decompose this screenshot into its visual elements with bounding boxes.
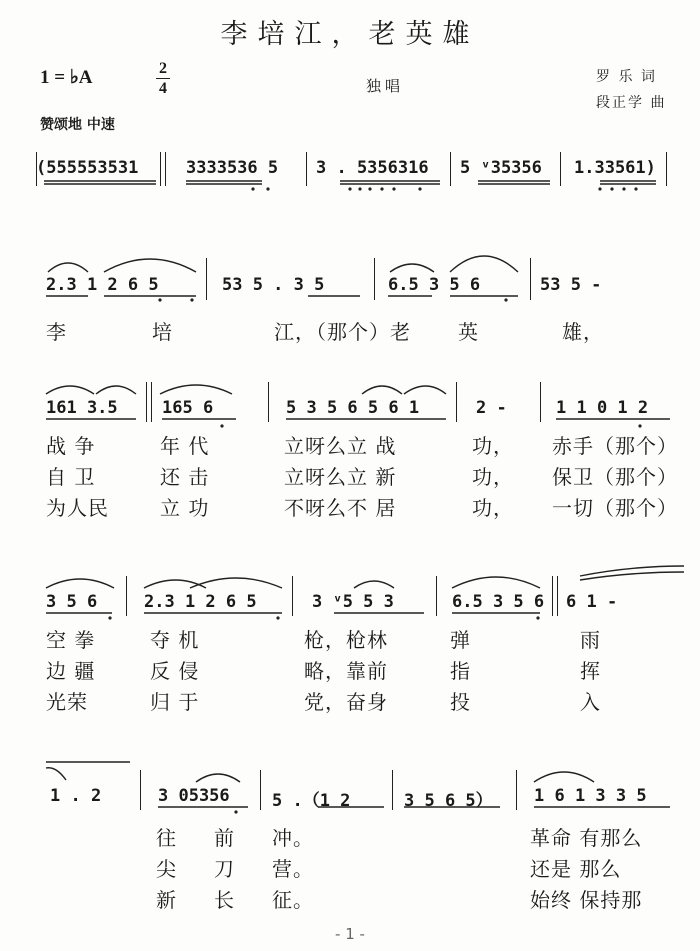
lyric: 英 <box>458 320 479 344</box>
tempo-marking: 赞颂地 中速 <box>40 117 115 133</box>
measure: 3 ᵛ5 5 3 <box>312 592 394 612</box>
measure: 3 . 5356316 <box>316 158 429 178</box>
lyric: 营。 <box>272 857 314 881</box>
measure: 5 .（1 2 <box>272 791 351 811</box>
lyric: 党，奋身 <box>304 690 388 714</box>
lyric: 归 于 <box>150 690 200 714</box>
lyric: 培 <box>152 320 173 344</box>
lyric: 入 <box>580 690 601 714</box>
lyric: 还是 那么 <box>530 857 622 881</box>
measure: 5 3 5 6 5 6 1 <box>286 398 420 418</box>
measure: 6.5 3 5 6 <box>452 592 545 612</box>
lyric: 立呀么立 战 <box>284 434 397 458</box>
lyric: 征。 <box>272 888 314 912</box>
lyric: 反 侵 <box>150 659 200 683</box>
measure: 3 05356 <box>158 786 230 806</box>
lyric: 始终 保持那 <box>530 888 643 912</box>
lyric: 一切（那个） <box>552 496 678 520</box>
lyric: 功， <box>472 434 514 458</box>
measure: 3 5 6 <box>46 592 98 612</box>
composer-credit: 段正学 曲 <box>596 95 667 111</box>
lyricist-credit: 罗 乐 词 <box>596 69 657 85</box>
lyric: 李 <box>46 320 67 344</box>
measure: 2.3 1 2 6 5 <box>46 275 159 295</box>
measure: 2.3 1 2 6 5 <box>144 592 257 612</box>
lyric: 前 <box>214 826 235 850</box>
lyric: 指 <box>450 659 471 683</box>
measure: 165 6 <box>162 398 214 418</box>
measure: 1 . 2 <box>50 786 102 806</box>
measure: 1.33561) <box>574 158 656 178</box>
measure: 2 - <box>476 398 507 418</box>
measure: 53 5 . 3 5 <box>222 275 325 295</box>
performance-type: 独唱 <box>366 77 405 95</box>
lyric: 略，靠前 <box>304 659 388 683</box>
measure: 1 1 0 1 2 <box>556 398 649 418</box>
lyric: 立呀么立 新 <box>284 465 397 489</box>
measure: (555553531 <box>36 158 139 178</box>
lyric: 不呀么不 居 <box>284 496 397 520</box>
lyric: 年 代 <box>160 434 210 458</box>
measure: 6.5 3 5 6 <box>388 275 481 295</box>
key-signature: 1 = ♭A <box>40 67 93 88</box>
lyric: 挥 <box>580 659 601 683</box>
page-number: - 1 - <box>335 925 365 943</box>
measure: 5 ᵛ35356 <box>460 158 542 178</box>
lyric: 弹 <box>450 628 471 652</box>
lyric: 光荣 <box>46 690 88 714</box>
lyric: 赤手（那个） <box>552 434 678 458</box>
lyric: 自 卫 <box>46 465 96 489</box>
lyric: 边 疆 <box>46 659 96 683</box>
lyric: 雄， <box>562 320 604 344</box>
measure: 53 5 - <box>540 275 602 295</box>
song-title: 李培江，老英雄 <box>220 19 480 50</box>
time-signature-bottom: 4 <box>159 80 167 97</box>
measure: 3 5 6 5） <box>404 791 493 811</box>
lyric: 雨 <box>580 628 601 652</box>
lyric: 革命 有那么 <box>530 826 643 850</box>
lyric: 新 <box>156 888 177 912</box>
lyric: 枪，枪林 <box>304 628 388 652</box>
lyric: 功， <box>472 465 514 489</box>
lyric: 为人民 <box>46 496 109 520</box>
lyric: 尖 <box>156 857 177 881</box>
lyric: 功， <box>472 496 514 520</box>
measure: 161 3.5 <box>46 398 118 418</box>
lyric: 江，（那个）老 <box>274 320 411 344</box>
lyric: 还 击 <box>160 465 210 489</box>
lyric: 长 <box>214 888 235 912</box>
lyric: 往 <box>156 826 177 850</box>
lyric: 立 功 <box>160 496 210 520</box>
lyric: 夺 机 <box>150 628 200 652</box>
measure: 6 1 - <box>566 592 618 612</box>
lyric: 刀 <box>214 857 235 881</box>
lyric: 投 <box>450 690 471 714</box>
measure: 1 6 1 3 3 5 <box>534 786 647 806</box>
lyric: 保卫（那个） <box>552 465 678 489</box>
measure: 3333536 5 <box>186 158 279 178</box>
time-signature-top: 2 <box>159 60 167 77</box>
lyric: 空 拳 <box>46 628 96 652</box>
lyric: 冲。 <box>272 826 314 850</box>
lyric: 战 争 <box>46 434 96 458</box>
